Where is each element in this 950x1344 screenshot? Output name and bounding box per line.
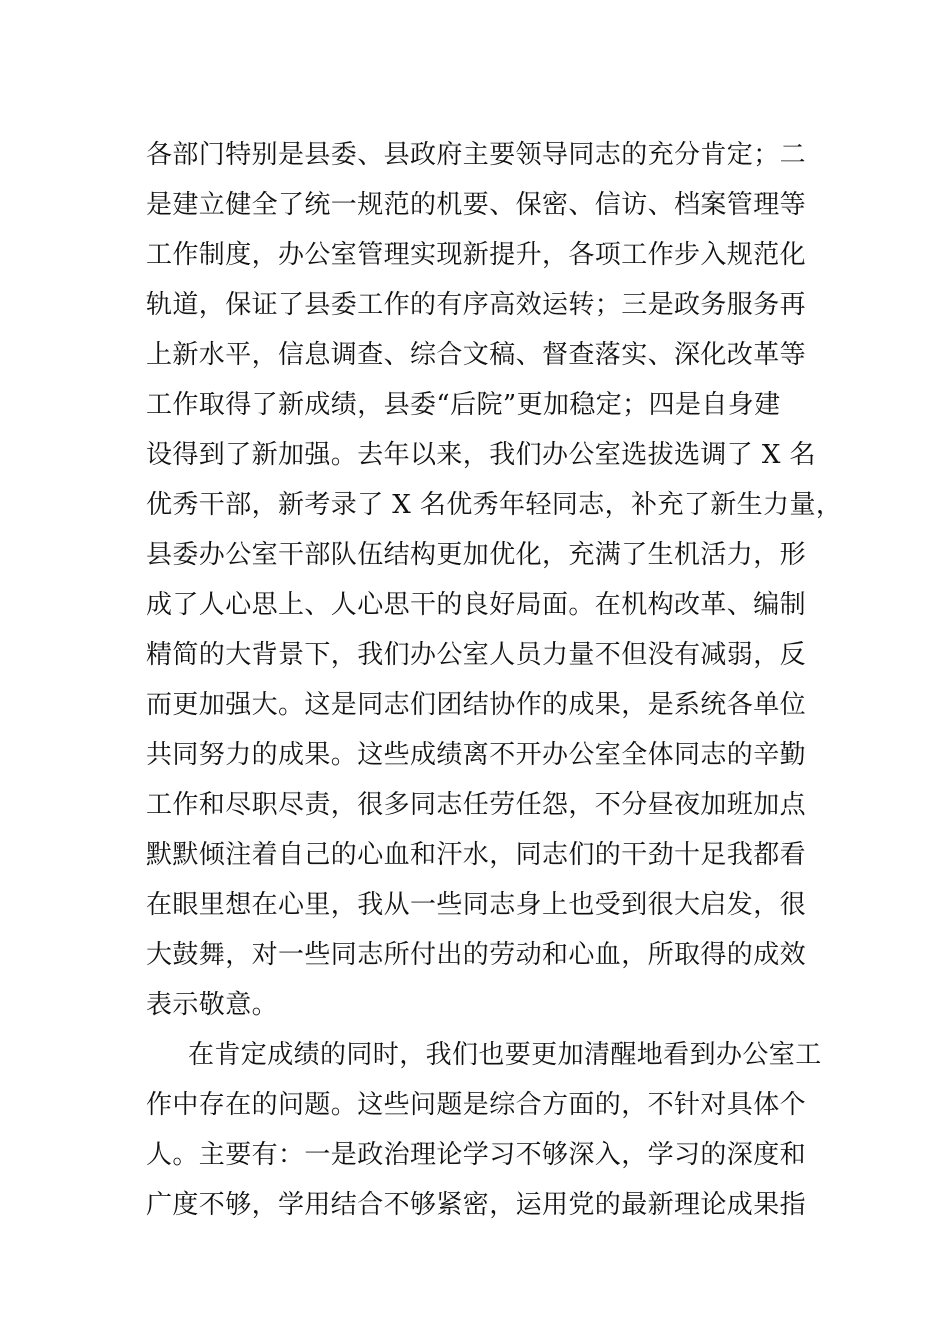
text-line: 人。主要有：一是政治理论学习不够深入，学习的深度和 (146, 1140, 807, 1170)
text-line: 工作取得了新成绩，县委“后院”更加稳定；四是自身建 (146, 390, 781, 420)
text-line: 优秀干部，新考录了 X 名优秀年轻同志，补充了新生力量， (146, 490, 843, 520)
text-line: 县委办公室干部队伍结构更加优化，充满了生机活力，形 (146, 540, 807, 570)
paragraph-start-line: 在肯定成绩的同时，我们也要更加清醒地看到办公室工 (188, 1040, 822, 1070)
text-line: 精简的大背景下，我们办公室人员力量不但没有减弱，反 (146, 640, 807, 670)
text-line: 各部门特别是县委、县政府主要领导同志的充分肯定；二 (146, 140, 807, 170)
text-line: 默默倾注着自己的心血和汗水，同志们的干劲十足我都看 (146, 840, 807, 870)
text-line: 表示敬意。 (146, 990, 279, 1020)
text-line: 而更加强大。这是同志们团结协作的成果，是系统各单位 (146, 690, 807, 720)
text-line: 轨道，保证了县委工作的有序高效运转；三是政务服务再 (146, 290, 807, 320)
text-line: 工作制度，办公室管理实现新提升，各项工作步入规范化 (146, 240, 807, 270)
text-line: 作中存在的问题。这些问题是综合方面的，不针对具体个 (146, 1090, 807, 1120)
text-line: 广度不够，学用结合不够紧密，运用党的最新理论成果指 (146, 1190, 807, 1220)
text-line: 成了人心思上、人心思干的良好局面。在机构改革、编制 (146, 590, 807, 620)
text-line: 是建立健全了统一规范的机要、保密、信访、档案管理等 (146, 190, 807, 220)
text-line: 设得到了新加强。去年以来，我们办公室选拔选调了 X 名 (146, 440, 816, 470)
text-line: 共同努力的成果。这些成绩离不开办公室全体同志的辛勤 (146, 740, 807, 770)
document-body (146, 130, 843, 1230)
text-line: 在眼里想在心里，我从一些同志身上也受到很大启发，很 (146, 890, 807, 920)
text-line: 大鼓舞，对一些同志所付出的劳动和心血，所取得的成效 (146, 940, 807, 970)
text-line: 上新水平，信息调查、综合文稿、督查落实、深化改革等 (146, 340, 807, 370)
text-line: 工作和尽职尽责，很多同志任劳任怨，不分昼夜加班加点 (146, 790, 807, 820)
